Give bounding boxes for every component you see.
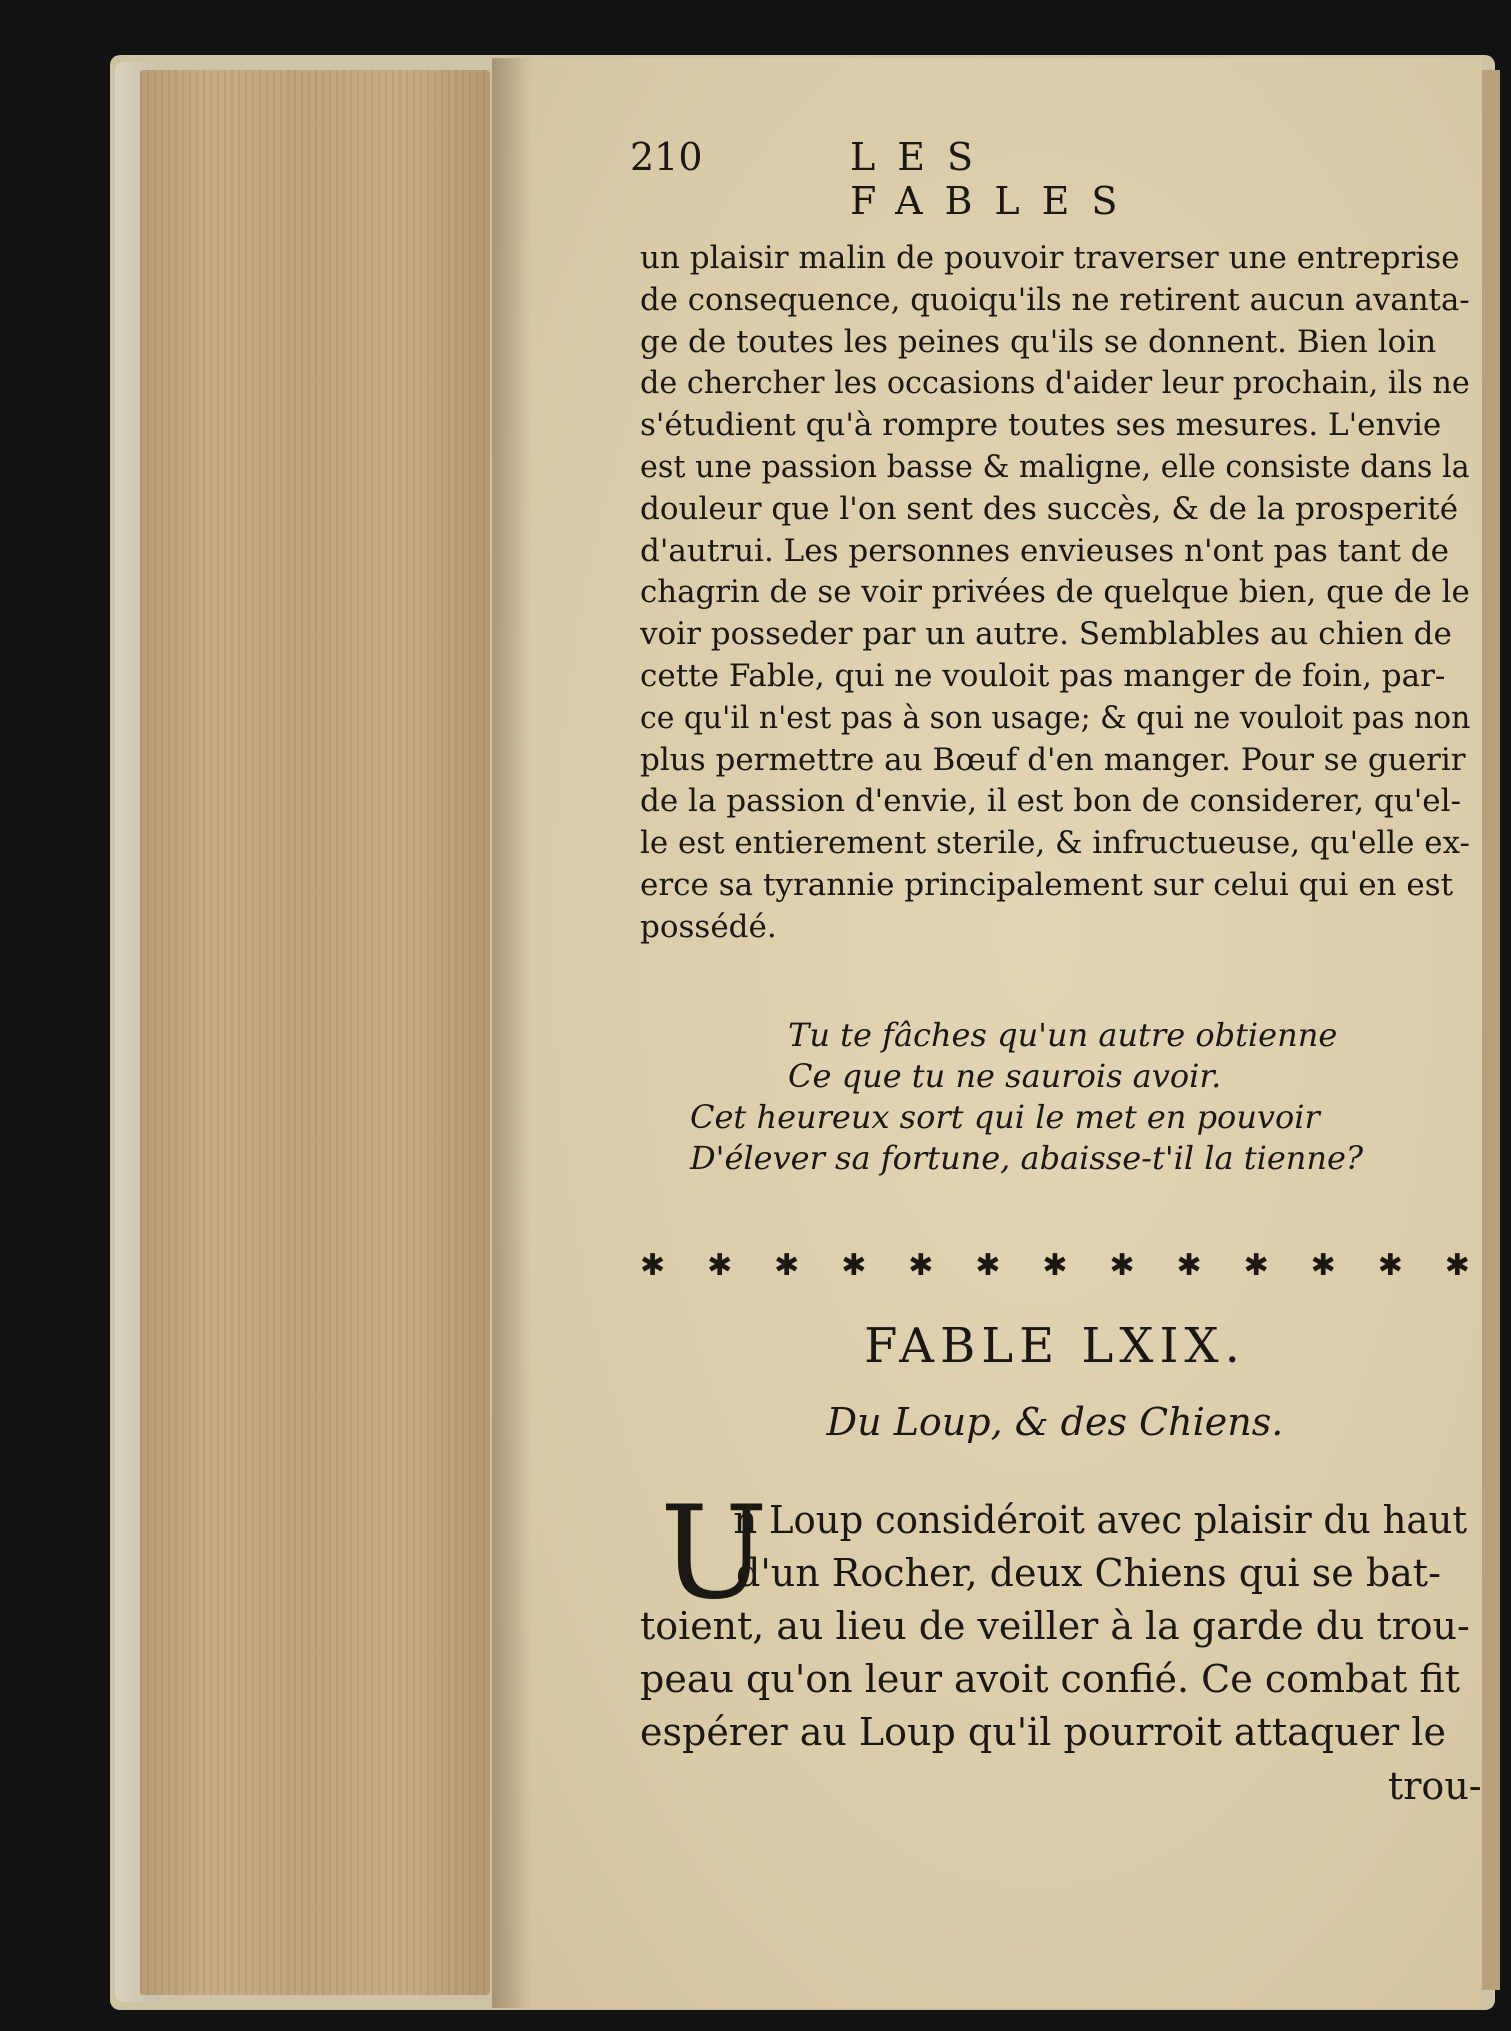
text-line: cette Fable, qui ne vouloit pas manger de foin, par-	[640, 657, 1446, 694]
asterism-icon: ✱	[975, 1248, 1001, 1283]
asterism-icon: ✱	[774, 1248, 800, 1283]
text-line: peau qu'on leur avoit confié. Ce combat fit	[640, 1657, 1460, 1701]
asterism-icon: ✱	[908, 1248, 934, 1283]
text-line: ge de toutes les peines qu'ils se donnent. Bien loin	[640, 323, 1437, 360]
text-line: voir posseder par un autre. Semblables au chien de	[640, 616, 1452, 653]
running-title: LES FABLES	[850, 135, 1140, 223]
fable-title: FABLE LXIX.	[864, 1318, 1246, 1374]
asterism-icon: ✱	[841, 1248, 867, 1283]
text-line: ce qu'il n'est pas à son usage; & qui ne vouloit pas non	[640, 699, 1471, 736]
catchword: trou-	[1388, 1764, 1482, 1808]
verse-line: Tu te fâches qu'un autre obtienne	[788, 1016, 1338, 1054]
text-line: d'un Rocher, deux Chiens qui se bat-	[736, 1551, 1441, 1595]
asterism-icon: ✱	[640, 1248, 666, 1283]
moral-paragraph	[640, 238, 1470, 949]
asterism-icon: ✱	[707, 1248, 733, 1283]
page-header	[630, 135, 1260, 223]
drop-cap: U	[660, 1479, 768, 1628]
asterism-icon: ✱	[1310, 1248, 1336, 1283]
text-line: un plaisir malin de pouvoir traverser une entreprise	[640, 240, 1460, 276]
verse-line: D'élever sa fortune, abaisse-t'il la tienne?	[690, 1139, 1364, 1177]
text-line: de la passion d'envie, il est bon de considerer, qu'el-	[640, 783, 1461, 820]
verse-quatrain	[690, 1015, 1390, 1179]
text-line: d'autrui. Les personnes envieuses n'ont pas tant de	[640, 532, 1449, 569]
verse-line: Ce que tu ne saurois avoir.	[788, 1057, 1222, 1095]
asterism-icon: ✱	[1243, 1248, 1269, 1283]
text-line: de chercher les occasions d'aider leur prochain, ils ne	[640, 365, 1470, 402]
text-line: douleur que l'on sent des succès, & de la prosperité	[640, 490, 1459, 527]
text-line: possédé.	[640, 908, 777, 945]
text-line: de consequence, quoiqu'ils ne retirent aucun avanta-	[640, 281, 1470, 318]
ornament-row	[640, 1248, 1470, 1288]
text-line: s'étudient qu'à rompre toutes ses mesures. L'envie	[640, 407, 1442, 444]
text-line: n Loup considéroit avec plaisir du haut	[733, 1498, 1468, 1542]
asterism-icon: ✱	[1042, 1248, 1068, 1283]
asterism-icon: ✱	[1109, 1248, 1135, 1283]
fable-body	[640, 1494, 1470, 1759]
text-line: erce sa tyrannie principalement sur celui qui en est	[640, 866, 1454, 903]
asterism-icon: ✱	[1377, 1248, 1403, 1283]
page-block-edges	[140, 70, 490, 1995]
text-line: est une passion basse & maligne, elle consiste dans la	[640, 448, 1470, 485]
asterism-icon: ✱	[1444, 1248, 1470, 1283]
text-line: le est entierement sterile, & infructueuse, qu'elle ex-	[640, 825, 1470, 862]
verse-line: Cet heureux sort qui le met en pouvoir	[690, 1098, 1320, 1136]
text-line: chagrin de se voir privées de quelque bien, que de le	[640, 574, 1470, 611]
page-number: 210	[630, 135, 703, 179]
text-line: espérer au Loup qu'il pourroit attaquer le	[640, 1710, 1446, 1754]
text-line: toient, au lieu de veiller à la garde du trou-	[640, 1604, 1470, 1648]
text-line: plus permettre au Bœuf d'en manger. Pour se guerir	[640, 741, 1466, 778]
fable-subtitle: Du Loup, & des Chiens.	[826, 1400, 1284, 1444]
asterism-icon: ✱	[1176, 1248, 1202, 1283]
